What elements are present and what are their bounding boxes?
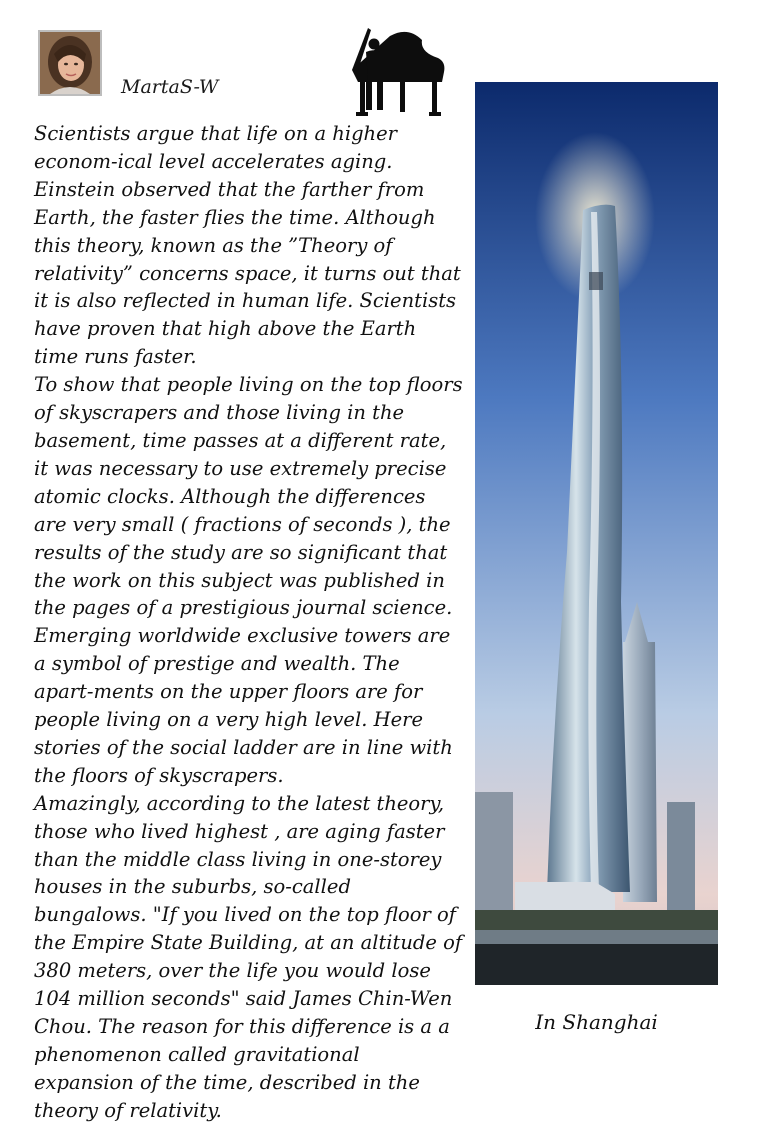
- author-avatar: [38, 30, 102, 96]
- article-text: [34, 120, 464, 1125]
- article-paragraph: Amazingly, according to the latest theory, those who lived highest , are aging faster than the middle class living in one-storey houses in the suburbs, so-called bungalows. "If you lived on the top floor of the Empire State Building, at an altitude of 380 meters, over the life you would lose 104 million seconds" said James Chin-Wen Chou. The reason for this difference is a a phenomenon called gravitational expansion of the time, described in the theory of relativity.: [34, 791, 463, 1122]
- photo-caption: In Shanghai: [535, 1010, 658, 1034]
- grand-piano-player-icon: [350, 26, 446, 118]
- article-paragraph: Scientists argue that life on a higher econom-ical level accelerates aging. Einstein observed that the farther from Earth, the faster flies the time. Although this theory, known as the ”Theory of relativity” concerns space, it turns out that it is also reflected in human life. Scientists have proven that high above the Earth time runs faster.: [34, 122, 461, 369]
- article-paragraph: To show that people living on the top floors of skyscrapers and those living in the basement, time passes at a different rate, it was necessary to use extremely precise atomic clocks. Although the differences are very small ( fractions of seconds ), the results of the study are so significant that the work on this subject was published in the pages of a prestigious journal science.: [34, 373, 463, 620]
- shanghai-tower-photo: [475, 82, 718, 985]
- article-paragraph: Emerging worldwide exclusive towers are a symbol of prestige and wealth. The apart-ments on the upper floors are for people living on a very high level. Here stories of the social ladder are in line with the floors of skyscrapers.: [34, 624, 453, 787]
- author-name: MartaS-W: [121, 76, 219, 98]
